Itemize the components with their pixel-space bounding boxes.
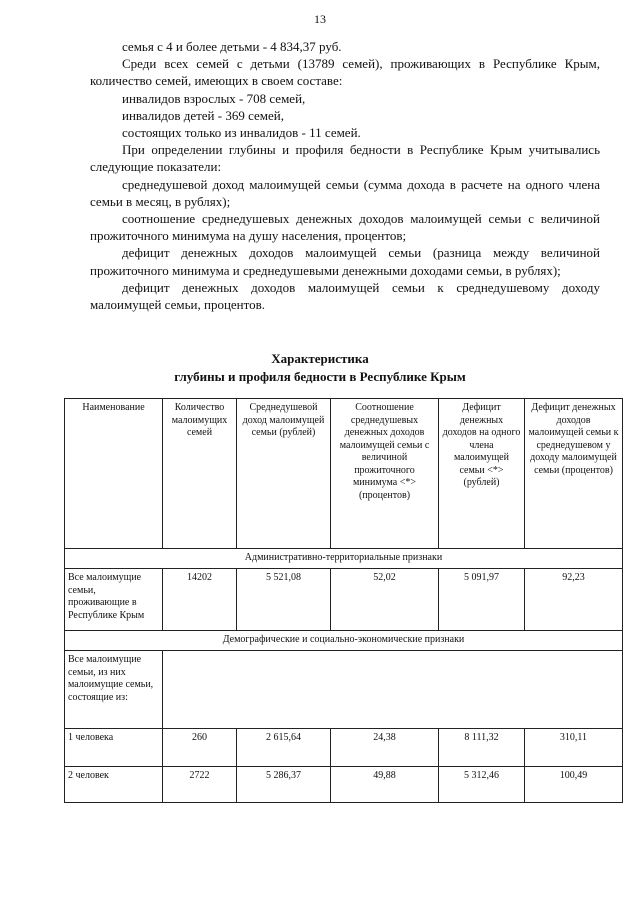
table-title-line2: глубины и профиля бедности в Республике Крым [174, 369, 466, 384]
table-title [0, 350, 640, 386]
cell-ratio: 49,88 [331, 767, 439, 803]
section-row [65, 631, 623, 651]
paragraph: дефицит денежных доходов малоимущей семьи к среднедушевому доходу малоимущей семьи, процентов. [90, 279, 600, 313]
row-label: 1 человека [65, 729, 163, 767]
cell-deficit-pct: 92,23 [525, 569, 623, 631]
table-row [65, 651, 623, 729]
table-title-line1: Характеристика [271, 351, 369, 366]
poverty-table [64, 398, 623, 803]
column-header: Соотношение среднедушевых денежных доходов малоимущей семьи с величиной прожиточного минимума <*> (процентов) [331, 399, 439, 549]
cell-income: 2 615,64 [237, 729, 331, 767]
section-label: Демографические и социально-экономические признаки [65, 631, 623, 651]
cell-deficit: 8 111,32 [439, 729, 525, 767]
cell-count: 14202 [163, 569, 237, 631]
cell-count: 260 [163, 729, 237, 767]
paragraph: соотношение среднедушевых денежных доходов малоимущей семьи с величиной прожиточного минимума на душу населения, процентов; [90, 211, 600, 244]
table-row [65, 729, 623, 767]
cell-ratio: 52,02 [331, 569, 439, 631]
body-text [90, 38, 600, 313]
paragraph: семья с 4 и более детьми - 4 834,37 руб. [122, 39, 342, 54]
paragraph: инвалидов детей - 369 семей, [122, 107, 284, 123]
row-label: 2 человек [65, 767, 163, 803]
column-header: Среднедушевой доход малоимущей семьи (рублей) [237, 399, 331, 549]
paragraph: дефицит денежных доходов малоимущей семьи (разница между величиной прожиточного минимума и среднедушевыми денежными доходами семьи, в рублях); [90, 245, 600, 278]
table-row [65, 569, 623, 631]
paragraph: состоящих только из инвалидов - 11 семей. [122, 125, 361, 141]
cell-income: 5 286,37 [237, 767, 331, 803]
page-number: 13 [314, 12, 326, 26]
empty-cell [163, 651, 623, 729]
paragraph: При определении глубины и профиля бедности в Республике Крым учитывались следующие показатели: [90, 142, 600, 175]
cell-deficit-pct: 310,11 [525, 729, 623, 767]
section-row [65, 549, 623, 569]
row-label: Все малоимущие семьи, проживающие в Республике Крым [65, 569, 163, 631]
section-label: Административно-территориальные признаки [65, 549, 623, 569]
cell-ratio: 24,38 [331, 729, 439, 767]
cell-income: 5 521,08 [237, 569, 331, 631]
column-header: Дефицит денежных доходов на одного члена малоимущей семьи <*> (рублей) [439, 399, 525, 549]
cell-deficit: 5 312,46 [439, 767, 525, 803]
paragraph: Среди всех семей с детьми (13789 семей), проживающих в Республике Крым, количество семей, имеющих в своем составе: [90, 56, 600, 89]
cell-count: 2722 [163, 767, 237, 803]
table-row [65, 767, 623, 803]
cell-deficit-pct: 100,49 [525, 767, 623, 803]
column-header: Дефицит денежных доходов малоимущей семьи к среднедушевом у доходу малоимущей семьи (процентов) [525, 399, 623, 549]
table-header-row [65, 399, 623, 549]
paragraph: среднедушевой доход малоимущей семьи (сумма дохода в расчете на одного члена семьи в месяц, в рублях); [90, 176, 600, 209]
paragraph: инвалидов взрослых - 708 семей, [122, 90, 306, 106]
row-label: Все малоимущие семьи, из них малоимущие семьи, состоящие из: [65, 651, 163, 729]
cell-deficit: 5 091,97 [439, 569, 525, 631]
column-header: Количество малоимущих семей [163, 399, 237, 549]
column-header: Наименование [65, 399, 163, 549]
